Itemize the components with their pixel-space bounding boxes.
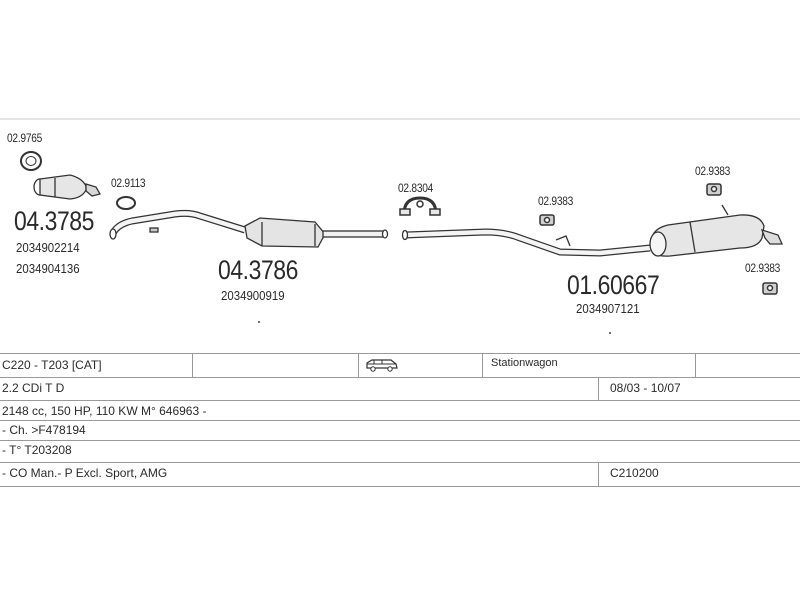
station-wagon-car-icon <box>366 358 398 374</box>
sealing-ring-icon <box>117 197 135 209</box>
pipe-clamp-icon <box>400 198 440 215</box>
vehicle-model: C220 - T203 [CAT] <box>2 358 102 372</box>
body-type: Stationwagon <box>491 357 558 369</box>
production-years: 08/03 - 10/07 <box>610 381 681 395</box>
catalytic-converter-front-icon <box>34 175 100 199</box>
rubber-mount-icon <box>763 283 777 294</box>
rear-pipe-with-silencer-icon <box>403 205 783 256</box>
main-part-code: 04.3785 <box>14 206 94 236</box>
chassis-number: - Ch. >F478194 <box>2 423 86 437</box>
gasket-ring-icon <box>21 152 41 170</box>
part-label-mount: 02.9383 <box>745 261 781 275</box>
fitment-note: - CO Man.- P Excl. Sport, AMG <box>2 466 168 480</box>
reference-code: C210200 <box>610 466 659 480</box>
oem-number: 2034902214 <box>16 240 80 255</box>
part-label-mount: 02.9383 <box>538 194 574 208</box>
part-label-clamp: 02.8304 <box>398 181 434 195</box>
front-pipe-with-silencer-icon <box>110 213 388 247</box>
oem-number: 2034904136 <box>16 261 80 276</box>
type-number: - T° T203208 <box>2 443 72 457</box>
part-label-ring: 02.9113 <box>111 176 146 190</box>
main-part-code: 01.60667 <box>567 270 660 300</box>
oem-number: 2034907121 <box>576 301 640 316</box>
rubber-mount-icon <box>540 215 554 225</box>
part-label-mount: 02.9383 <box>695 164 731 178</box>
oem-number: 2034900919 <box>221 288 285 303</box>
part-label-gasket: 02.9765 <box>7 131 43 145</box>
rubber-mount-icon <box>707 184 721 195</box>
engine-spec: 2148 cc, 150 HP, 110 KW M° 646963 - <box>2 404 207 418</box>
engine: 2.2 CDi T D <box>2 381 65 395</box>
main-part-code: 04.3786 <box>218 255 298 285</box>
